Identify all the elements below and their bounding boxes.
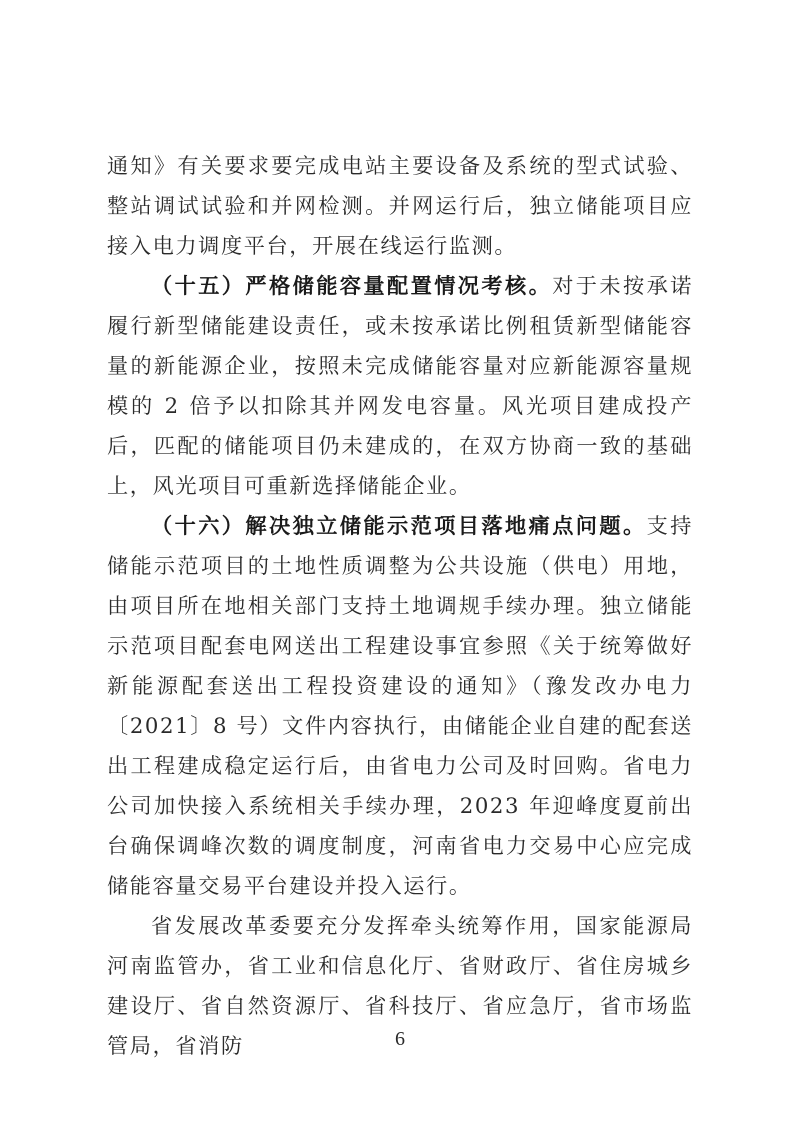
paragraph-text: 支持储能示范项目的土地性质调整为公共设施（供电）用地，由项目所在地相关部门支持土地调规手续办理。独立储能示范项目配套电网送出工程建设事宜参照《关于统筹做好新能源配套送出工程投资建设的通知》（豫发改办电力〔2021〕8 号）文件内容执行，由储能企业自建的配套送出工程建成稳定运行后，由省电力公司及时回购。省电力公司加快接入系统相关手续办理，2023 年迎峰度夏前出台确保调峰次数的调度制度，河南省电力交易中心应完成储能容量交易平台建设并投入运行。	[107, 513, 693, 898]
document-body	[107, 146, 693, 1066]
section-heading-15: （十五）严格储能容量配置情况考核。	[151, 273, 553, 298]
paragraph-text: 通知》有关要求要完成电站主要设备及系统的型式试验、整站调试试验和并网检测。并网运行后，独立储能项目应接入电力调度平台，开展在线运行监测。	[107, 153, 693, 258]
page-number: 6	[395, 1028, 405, 1050]
section-heading-16: （十六）解决独立储能示范项目落地痛点问题。	[151, 513, 647, 538]
paragraph-section-15	[107, 266, 693, 506]
paragraph-continuation	[107, 146, 693, 266]
paragraph-section-16	[107, 506, 693, 906]
paragraph-text: 省发展改革委要充分发挥牵头统筹作用，国家能源局河南监管办，省工业和信息化厅、省财政厅、省住房城乡建设厅、省自然资源厅、省科技厅、省应急厅，省市场监管局，省消防	[107, 913, 693, 1058]
paragraph-text: 对于未按承诺履行新型储能建设责任，或未按承诺比例租赁新型储能容量的新能源企业，按照未完成储能容量对应新能源容量规模的 2 倍予以扣除其并网发电容量。风光项目建成投产后，匹配的储能项目仍未建成的，在双方协商一致的基础上，风光项目可重新选择储能企业。	[107, 273, 693, 498]
